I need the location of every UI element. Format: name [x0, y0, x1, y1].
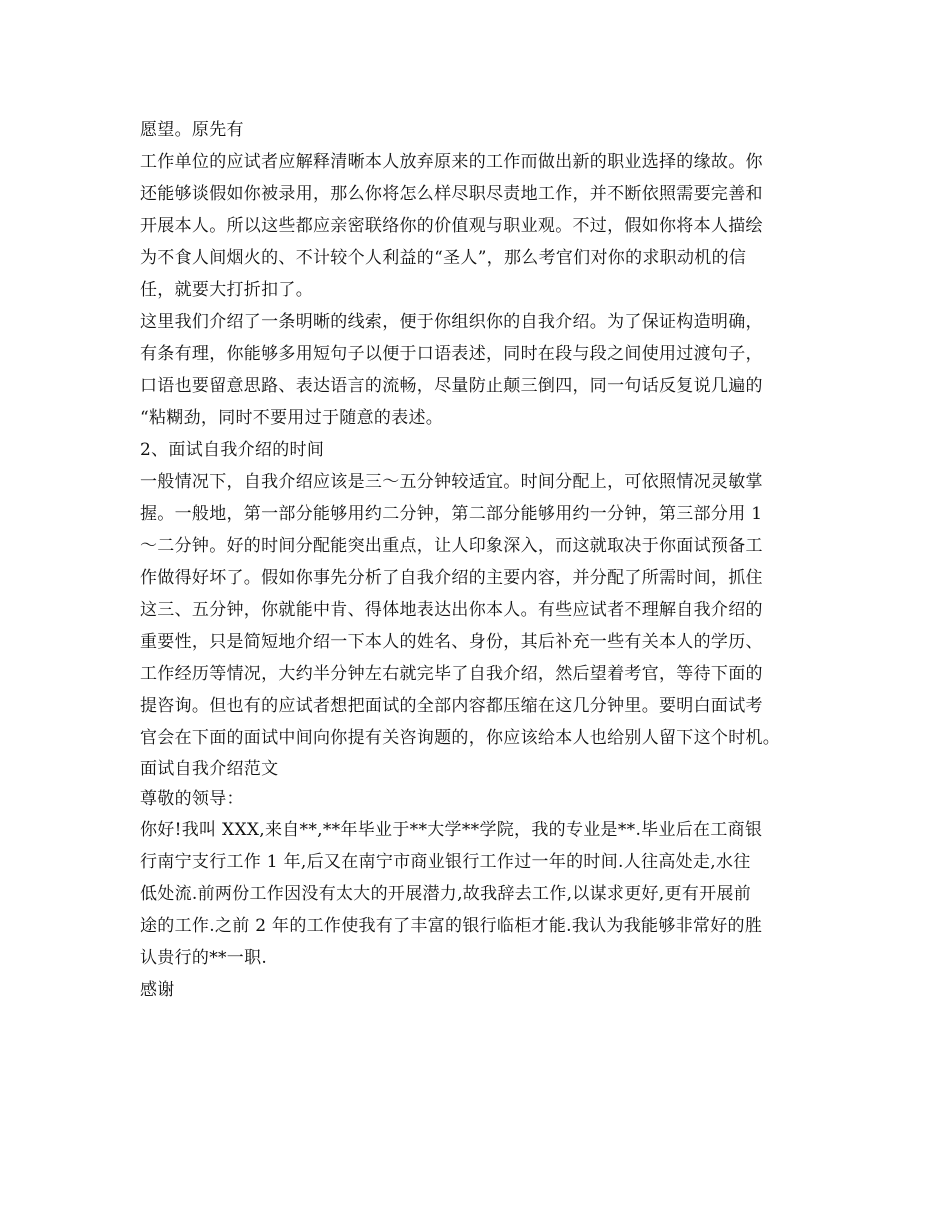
text-line: 这里我们介绍了一条明晰的线索，便于你组织你的自我介绍。为了保证构造明确，	[140, 312, 763, 332]
document-body	[140, 114, 820, 1006]
text-line: 开展本人。所以这些都应亲密联络你的价值观与职业观。不过，假如你将本人描绘	[140, 216, 763, 236]
text-line: 工作经历等情况，大约半分钟左右就完毕了自我介绍，然后望着考官，等待下面的	[140, 664, 763, 684]
text-line: 提咨询。但也有的应试者想把面试的全部内容都压缩在这几分钟里。要明白面试考	[140, 696, 763, 716]
text-line: 愿望。原先有	[140, 120, 244, 140]
text-line: 口语也要留意思路、表达语言的流畅，尽量防止颠三倒四，同一句话反复说几遍的	[140, 376, 763, 396]
text-line: 低处流.前两份工作因没有太大的开展潜力,故我辞去工作,以谋求更好,更有开展前	[140, 884, 752, 904]
text-line: “粘糊劲，同时不要用过于随意的表述。	[140, 408, 444, 428]
text-line: 还能够谈假如你被录用，那么你将怎么样尽职尽责地工作，并不断依照需要完善和	[140, 184, 763, 204]
text-line: 作做得好坏了。假如你事先分析了自我介绍的主要内容，并分配了所需时间，抓住	[140, 568, 763, 588]
section-heading: 2、面试自我介绍的时间	[140, 440, 325, 460]
section-heading: 面试自我介绍范文	[140, 759, 279, 779]
text-line: 官会在下面的面试中间向你提有关咨询题的，你应该给本人也给别人留下这个时机。	[140, 728, 781, 748]
text-line: 有条有理，你能够多用短句子以便于口语表述，同时在段与段之间使用过渡句子，	[140, 344, 763, 364]
text-line: 工作单位的应试者应解释清晰本人放弃原来的工作而做出新的职业选择的缘故。你	[140, 152, 763, 172]
text-line: 这三、五分钟，你就能中肯、得体地表达出你本人。有些应试者不理解自我介绍的	[140, 600, 763, 620]
text-line: 行南宁支行工作 1 年,后又在南宁市商业银行工作过一年的时间.人往高处走,水往	[140, 852, 751, 872]
text-line: 握。一般地，第一部分能够用约二分钟，第二部分能够用约一分钟，第三部分用 1	[140, 504, 763, 524]
text-line: 一般情况下，自我介绍应该是三～五分钟较适宜。时间分配上，可依照情况灵敏掌	[140, 472, 763, 492]
text-line: 任，就要大打折扣了。	[140, 280, 313, 300]
text-line: 重要性，只是简短地介绍一下本人的姓名、身份，其后补充一些有关本人的学历、	[140, 632, 763, 652]
salutation: 尊敬的领导：	[140, 789, 244, 809]
closing: 感谢	[140, 980, 175, 1000]
text-line: 途的工作.之前 2 年的工作使我有了丰富的银行临柜才能.我认为我能够非常好的胜	[140, 916, 763, 936]
text-line: 为不食人间烟火的、不计较个人利益的“圣人”，那么考官们对你的求职动机的信	[140, 248, 747, 268]
text-line: 你好!我叫 XXX,来自**,**年毕业于**大学**学院，我的专业是**.毕业后在工商银	[140, 820, 763, 840]
text-line: ～二分钟。好的时间分配能突出重点，让人印象深入，而这就取决于你面试预备工	[140, 536, 763, 556]
text-line: 认贵行的**一职.	[140, 948, 268, 968]
